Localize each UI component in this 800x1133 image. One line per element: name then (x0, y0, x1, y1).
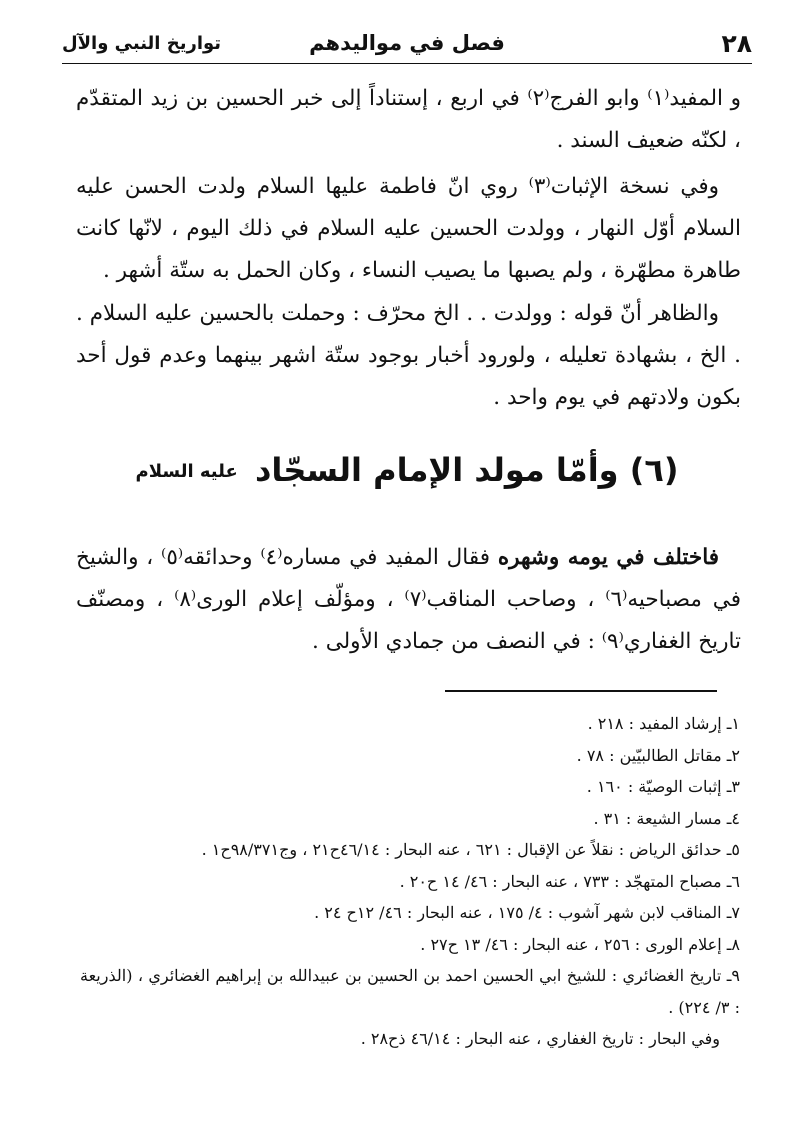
page-header (62, 26, 752, 60)
footnote-6: ٦ـ مصباح المتهجّد : ٧٣٣ ، عنه البحار : ٤٦/ ١٤ ح٢٠ . (399, 871, 740, 891)
footnote-4: ٤ـ مسار الشيعة : ٣١ . (593, 808, 740, 828)
footnote-divider (445, 690, 717, 692)
page-number: ٢٨ (721, 28, 752, 58)
footnote-7: ٧ـ المناقب لابن شهر آشوب : ٤/ ١٧٥ ، عنه البحار : ٤٦/ ١٢ح ٢٤ . (314, 903, 740, 922)
footnote-2: ٢ـ مقاتل الطالبيّين : ٧٨ . (576, 745, 740, 765)
paragraph-4-lead: فاختلف في يومه وشهره (497, 545, 720, 570)
paragraph-1 (76, 78, 741, 162)
section-heading-text: (٦) وأمّا مولد الإمام السجّاد (254, 451, 679, 489)
footnote-1: ١ـ إرشاد المفيد : ٢١٨ . (587, 714, 740, 733)
book-title: تواريخ النبي والآل (62, 32, 222, 54)
footnote-8: ٨ـ إعلام الورى : ٢٥٦ ، عنه البحار : ٤٦/ ١٣ ح٢٧ . (420, 934, 740, 954)
paragraph-3 (76, 293, 741, 419)
paragraph-4-text: فقال المفيد في مساره⁽٤⁾ وحدائقه⁽٥⁾ ، والشيخ في مصباحيه⁽٦⁾ ، وصاحب المناقب⁽٧⁾ ، ومؤلّف إعلام الورى⁽٨⁾ ، ومصنّف تاريخ الغفاري⁽٩⁾ : في النصف من جمادي الأولى . (76, 545, 741, 654)
chapter-title: فصل في مواليدهم (309, 31, 505, 55)
footnote-5: ٥ـ حدائق الرياض : نقلاً عن الإقبال : ٦٢١ ، عنه البحار : ٤٦/١٤ح٢١ ، وج٩٨/٣٧١ح١ . (201, 840, 740, 859)
section-heading (62, 440, 752, 500)
paragraph-4 (76, 537, 741, 663)
honorific-glyph: عليه السلام (135, 461, 238, 482)
paragraph-2 (76, 166, 741, 292)
header-divider (62, 63, 752, 64)
paragraph-1-text: و المفيد⁽١⁾ وابو الفرج⁽٢⁾ في اربع ، إستناداً إلى خبر الحسين بن زيد المتقدّم ، لكنّه ضعيف السند . (76, 86, 741, 153)
paragraph-3-text: والظاهر أنّ قوله : وولدت . . الخ محرّف : وحملت بالحسين عليه السلام . . الخ ، بشهادة تعليله ، ولورود أخبار بوجود ستّة اشهر بينهما وعدم قول أحد بكون ولادتهم في يوم واحد . (76, 301, 741, 410)
footnotes (80, 708, 740, 1055)
footnote-3: ٣ـ إثبات الوصيّة : ١٦٠ . (586, 777, 740, 796)
paragraph-2-text: وفي نسخة الإثبات⁽٣⁾ روي انّ فاطمة عليها السلام ولدت الحسن عليه السلام أوّل النهار ، وولدت الحسين عليه السلام في ذلك اليوم ، لانّها كانت طاهرة مطهّرة ، ولم يصبها ما يصيب النساء ، وكان الحمل به ستّة أشهر . (76, 174, 741, 283)
footnote-9: ٩ـ تاريخ الغضائري : للشيخ ابي الحسين احمد بن الحسين بن عبيدالله بن إبراهيم الغضائري ، (الذريعة : ٣/ ٢٢٤) . (80, 966, 740, 1017)
footnote-9-addendum: وفي البحار : تاريخ الغفاري ، عنه البحار : ٤٦/١٤ ذح٢٨ . (360, 1029, 720, 1048)
